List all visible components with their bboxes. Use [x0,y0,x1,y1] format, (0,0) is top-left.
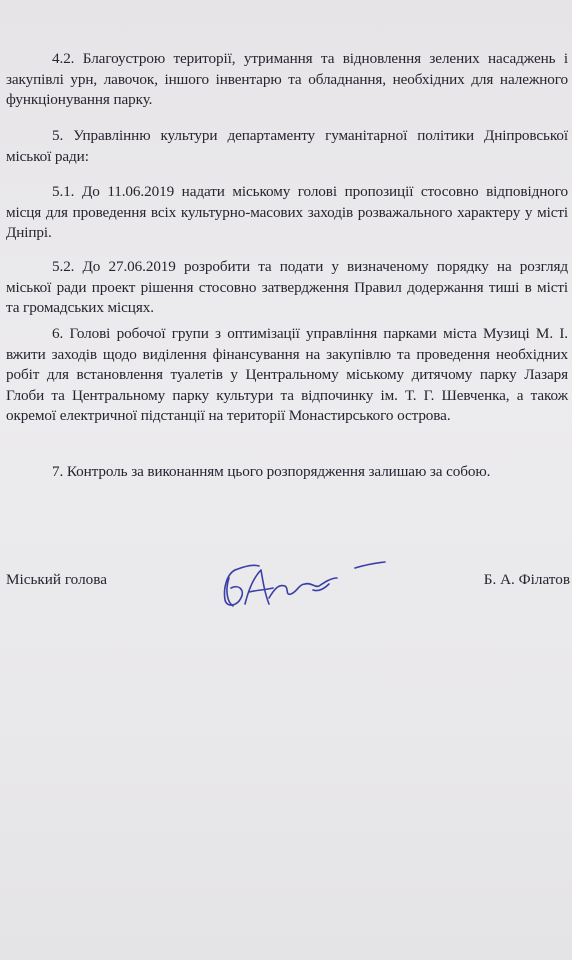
paragraph-5: 5. Управлінню культури департаменту гуманітарної політики Дніпровської міської ради: [6,127,568,165]
paragraph-4-2: 4.2. Благоустрою території, утримання та відновлення зелених насаджень і закупівлі урн, лавочок, іншого інвентарю та обладнання, необхідних для належного функціонування парку. [6,50,568,108]
signatory-title: Міський голова [6,571,107,588]
paragraph-5-1: 5.1. До 11.06.2019 надати міському голові пропозиції стосовно відповідного місця для проведення всіх культурно-масових заходів розважального характеру у місті Дніпрі. [6,183,568,241]
paragraph-6: 6. Голові робочої групи з оптимізації управління парками міста Музиці М. І. вжити заходів щодо виділення фінансування на закупівлю та проведення необхідних робіт для встановлення туалетів у Центральному міському дитячому парку Лазаря Глоби та Центральному парку культури та відпочинку ім. Т. Г. Шевченка, а також окремої електричної підстанції на території Монастирського острова. [6,325,568,424]
signatory-name: Б. А. Філатов [483,571,570,588]
handwritten-signature [215,548,390,618]
paragraph-7: 7. Контроль за виконанням цього розпорядження залишаю за собою. [52,463,491,480]
paragraph-5-2: 5.2. До 27.06.2019 розробити та подати у визначеному порядку на розгляд міської ради проект рішення стосовно затвердження Правил додержання тиші в місті та громадських місцях. [6,258,568,316]
